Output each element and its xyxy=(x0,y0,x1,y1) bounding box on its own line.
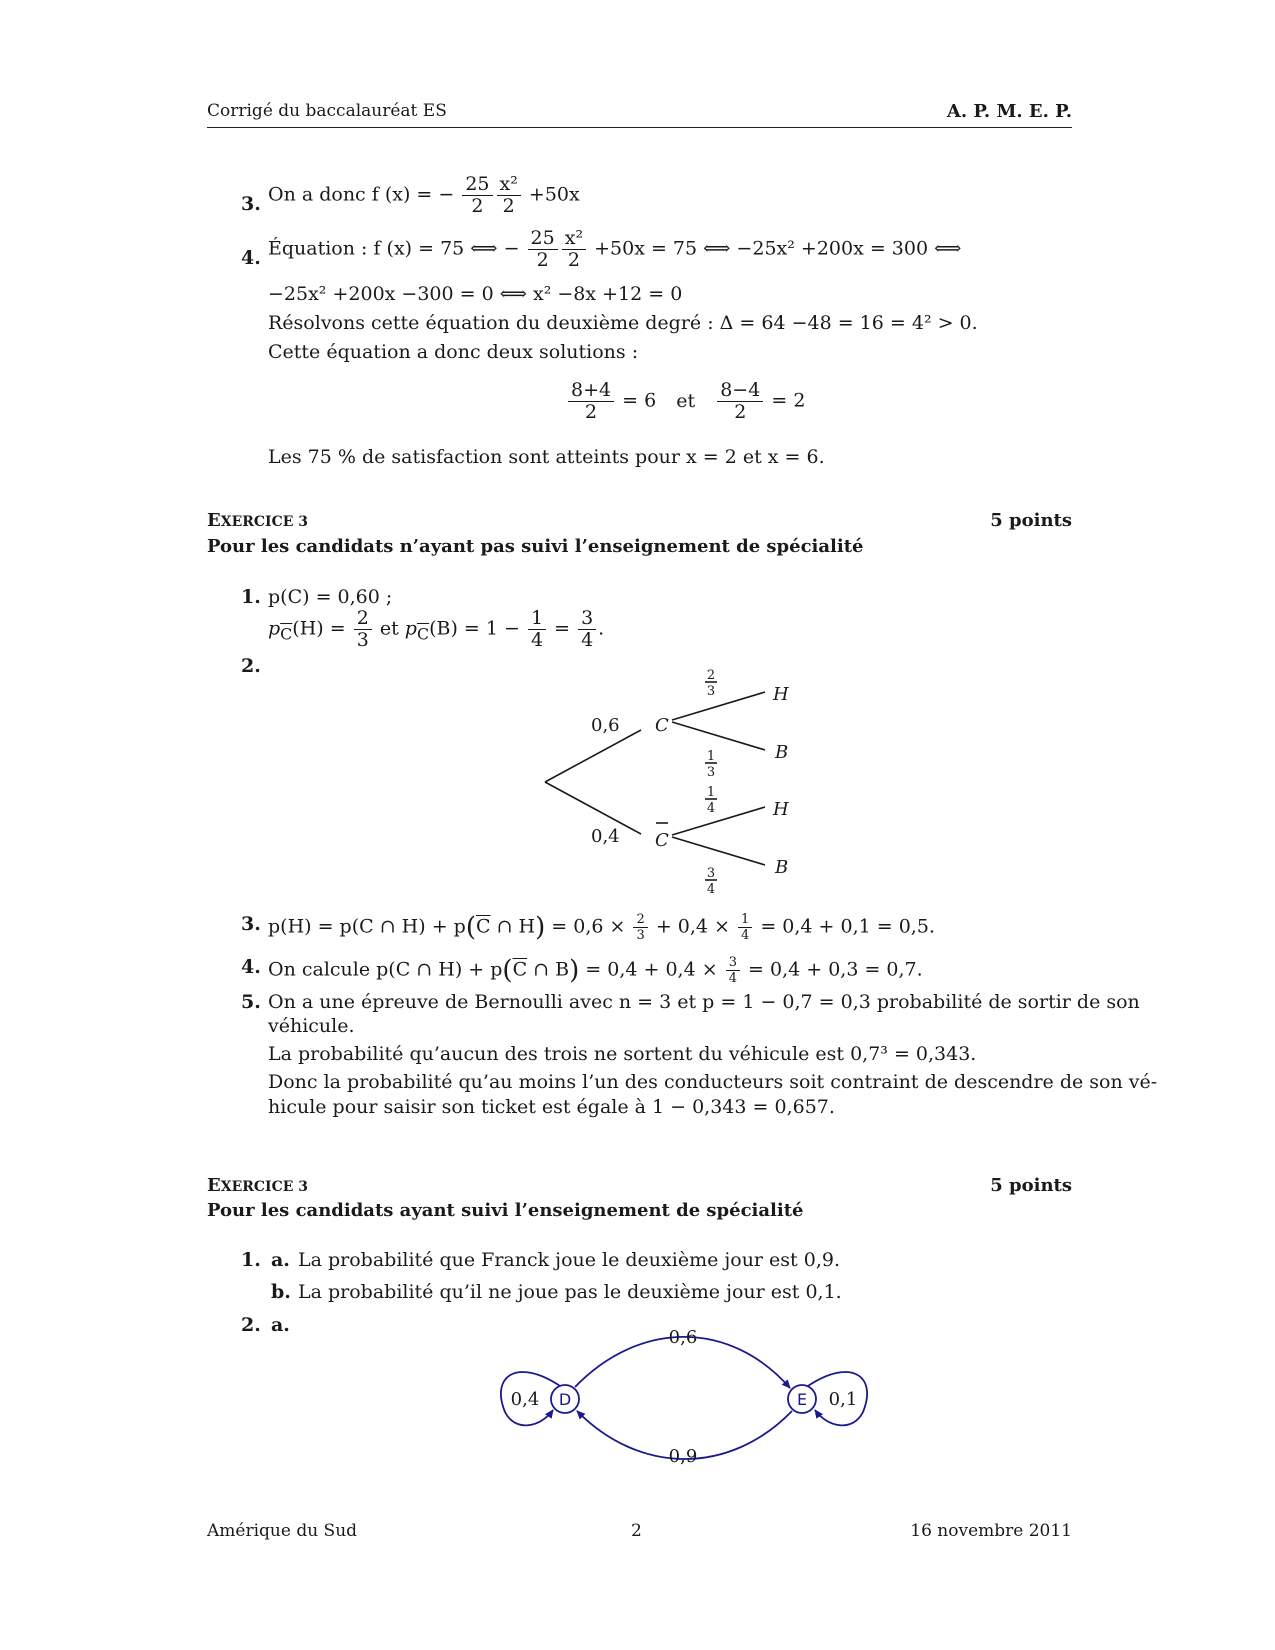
ex3a-q3-number: 3. xyxy=(241,913,261,935)
q4-line-4: Cette équation a donc deux solutions : xyxy=(268,341,639,363)
exercise-3-subtitle: Pour les candidats n’ayant pas suivi l’enseignement de spécialité xyxy=(207,536,864,557)
ex3a-q1-line1: p(C) = 0,60 ; xyxy=(268,586,393,608)
tree-frac-c-b-num: 1 xyxy=(706,749,716,764)
ex3a-q5-line4: Donc la probabilité qu’au moins l’un des conducteurs soit contraint de descendre de son vé- xyxy=(268,1071,1158,1093)
exercise-3-title: EXERCICE 3 5 points xyxy=(207,510,1072,531)
tree-node-c: C xyxy=(655,715,669,736)
q4-line-5: Les 75 % de satisfaction sont atteints pour x = 2 et x = 6. xyxy=(268,446,825,468)
exercise-3-points: 5 points xyxy=(990,510,1072,531)
header-apmep: A. P. M. E. P. xyxy=(946,101,1072,122)
tree-frac-c-h-num: 2 xyxy=(706,668,716,683)
tree-frac-cbar-h-num: 1 xyxy=(706,785,716,800)
tree-frac-c-h-den: 3 xyxy=(706,684,716,699)
ex3b-q1a-text: La probabilité que Franck joue le deuxième jour est 0,9. xyxy=(298,1249,840,1271)
q4-line-2: −25x² +200x −300 = 0 ⟺ x² −8x +12 = 0 xyxy=(268,283,683,305)
ex3a-q1-line2: $p_{\overline{C}}(H)$ = $\frac{2}{3}$ et $p_{\overline{C}}(B) = 1$ − $\frac{1}{4}$ = $\frac{3}{4}$ . xyxy=(268,607,605,651)
graph-loop-d-label: 0,4 xyxy=(510,1389,540,1410)
tree-leaf-b2: B xyxy=(775,857,789,878)
graph-d-to-e-label: 0,6 xyxy=(668,1327,698,1348)
ex3a-q5-line1: On a une épreuve de Bernoulli avec n = 3 et p = 1 − 0,7 = 0,3 probabilité de sortir de son xyxy=(268,991,1140,1013)
graph-e-to-d-label: 0,9 xyxy=(668,1446,698,1467)
ex3a-q5-number: 5. xyxy=(241,991,261,1013)
ex3b-q2a-label: a. xyxy=(271,1314,290,1336)
ex3a-q1-number: 1. xyxy=(241,586,261,608)
ex3b-q1b-label: b. xyxy=(271,1281,291,1303)
footer-date: 16 novembre 2011 xyxy=(910,1521,1072,1541)
tree-frac-c-b-den: 3 xyxy=(706,765,716,780)
tree-frac-cbar-b-den: 4 xyxy=(706,882,716,897)
ex3a-q5-line2: véhicule. xyxy=(268,1015,355,1037)
tree-prob-c: 0,6 xyxy=(591,715,620,736)
tree-leaf-b1: B xyxy=(775,742,789,763)
ex3a-q4-number: 4. xyxy=(241,956,261,978)
q4-sol-frac-1: $\frac{8+4}{2}$ xyxy=(568,380,614,423)
tree-node-cbar: C xyxy=(655,830,669,851)
ex3a-q3-line: p(H) = p(C ∩ $H) + p(\overline{C}$ ∩ H) = 0,6 × $\frac{2}{3}$ + 0,4 × $\frac{1}{4}$ = 0,4 + 0,1 = 0,5. xyxy=(268,912,935,943)
tree-frac-cbar-h-den: 4 xyxy=(706,801,716,816)
q4-eq-a: Équation : f (x) = 75 ⟺ − xyxy=(268,237,520,260)
ex3b-q1b-text: La probabilité qu’il ne joue pas le deuxième jour est 0,1. xyxy=(298,1281,842,1303)
q4-frac-2: $\frac{\text{x²}}{2}$ xyxy=(562,228,586,271)
graph-node-d: D xyxy=(558,1390,572,1409)
ex3a-q2-number: 2. xyxy=(241,655,261,677)
q4-solutions: $\frac{8+4}{2}$ = 6 et $\frac{8-4}{2}$ = 2 xyxy=(566,380,805,423)
tree-leaf-h2: H xyxy=(773,799,789,820)
q3-frac-1: $\frac{25}{2}$ xyxy=(462,174,492,217)
q3-intro: On a donc xyxy=(268,183,366,206)
tree-frac-cbar-b-num: 3 xyxy=(706,866,716,881)
q4-eq-b: +50x = 75 ⟺ −25x² +200x = 300 ⟺ xyxy=(594,237,962,260)
footer-left: Amérique du Sud xyxy=(207,1521,358,1541)
graph-loop-e-label: 0,1 xyxy=(828,1389,858,1410)
ex3a-q5-line5: hicule pour saisir son ticket est égale à 1 − 0,343 = 0,657. xyxy=(268,1096,835,1118)
q4-line-3: Résolvons cette équation du deuxième degré : Δ = 64 −48 = 16 = 4² > 0. xyxy=(268,312,978,334)
header-title: Corrigé du baccalauréat ES xyxy=(207,101,447,121)
q4-sol-frac-2: $\frac{8-4}{2}$ xyxy=(717,380,763,423)
tree-prob-cbar: 0,4 xyxy=(591,826,620,847)
ex3b-q2-number: 2. xyxy=(241,1314,261,1336)
exercise-3-spe-title: EXERCICE 3 5 points xyxy=(207,1175,1072,1196)
ex3b-q1a-label: a. xyxy=(271,1249,290,1271)
tree-leaf-h1: H xyxy=(773,684,789,705)
ex3b-q1-number: 1. xyxy=(241,1249,261,1271)
ex3a-q4-line: On calcule p(C ∩ $H) + p(\overline{C}$ ∩ B) = 0,4 + 0,4 × $\frac{3}{4}$ = 0,4 + 0,3 = 0,7. xyxy=(268,955,923,986)
q3-frac-2: $\frac{\text{x²}}{2}$ xyxy=(497,174,521,217)
ex3a-q5-line3: La probabilité qu’aucun des trois ne sortent du véhicule est 0,7³ = 0,343. xyxy=(268,1043,977,1065)
footer-page-number: 2 xyxy=(631,1521,642,1541)
q3-number: 3. xyxy=(241,193,261,215)
graph-node-e: E xyxy=(796,1390,808,1409)
exercise-3-spe-subtitle: Pour les candidats ayant suivi l’enseignement de spécialité xyxy=(207,1200,804,1221)
q4-number: 4. xyxy=(241,247,261,269)
q3-lhs: f (x) = − xyxy=(371,183,455,206)
exercise-3-spe-points: 5 points xyxy=(990,1175,1072,1196)
q4-frac-1: $\frac{25}{2}$ xyxy=(528,228,558,271)
q3-tail: +50x xyxy=(528,183,580,206)
